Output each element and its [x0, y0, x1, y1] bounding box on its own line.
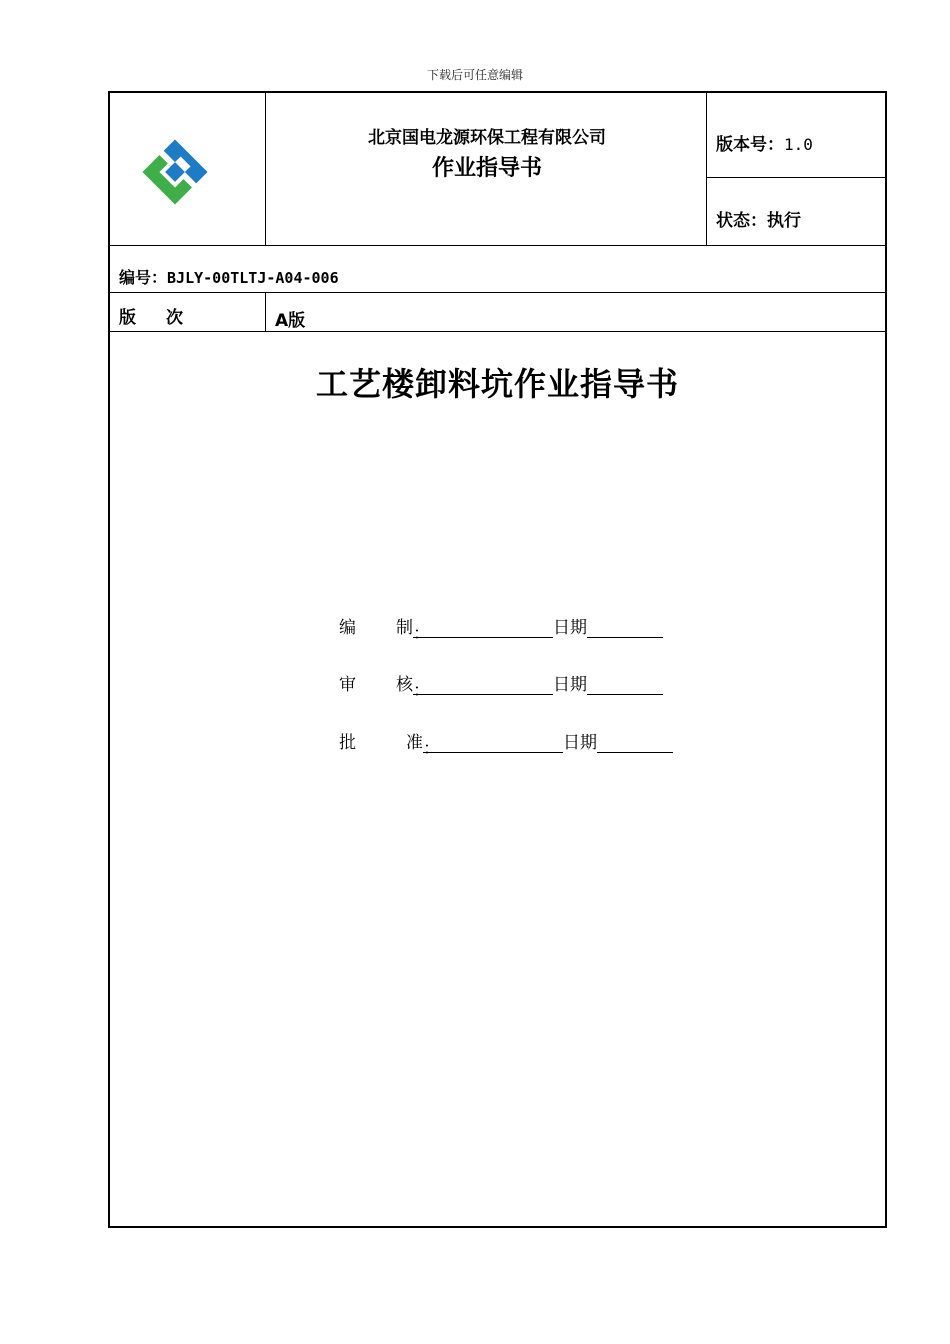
- header-bottom-line: [110, 245, 885, 246]
- status-value: 执行: [767, 211, 801, 231]
- signoff-char-1: 审: [339, 675, 356, 695]
- edition-label-part-2: 次: [166, 308, 183, 328]
- edition-row-line: [110, 331, 885, 332]
- signoff-date-label: 日期: [553, 618, 587, 638]
- version-label: 版本号：: [716, 135, 784, 155]
- signoff-row-review: [339, 670, 663, 701]
- status-field: [716, 206, 801, 231]
- document-frame: [108, 91, 887, 1228]
- signoff-name-line: ：: [413, 619, 553, 638]
- page-note: 下载后可任意编辑: [426, 68, 523, 82]
- code-value: BJLY-00TLTJ-A04-006: [167, 269, 339, 287]
- signoff-name-line: ：: [423, 734, 563, 753]
- signoff-row-compile: [339, 613, 663, 644]
- company-name: 北京国电龙源环保工程有限公司: [368, 128, 606, 148]
- signoff-date-line: [587, 619, 663, 638]
- signoff-char-1: 编: [339, 618, 356, 638]
- version-status-line: [706, 177, 885, 178]
- signoff-name-line: ：: [413, 676, 553, 695]
- document-code: [119, 265, 339, 288]
- document-kind: 作业指导书: [431, 156, 542, 181]
- status-label: 状态：: [716, 211, 767, 231]
- version-value: 1.0: [784, 135, 813, 154]
- code-label: 编号：: [119, 268, 168, 287]
- signoff-char-1: 批: [339, 733, 356, 753]
- signoff-date-line: [597, 734, 673, 753]
- document-title: 工艺楼卸料坑作业指导书: [315, 365, 679, 403]
- code-row-line: [110, 292, 885, 293]
- version-field: [716, 130, 813, 155]
- company-logo: [138, 135, 212, 209]
- signoff-date-line: [587, 676, 663, 695]
- edition-label-part-1: 版: [119, 308, 136, 328]
- edition-divider: [265, 292, 266, 331]
- edition-label: [119, 303, 183, 328]
- signoff-date-label: 日期: [563, 733, 597, 753]
- logo-divider: [265, 93, 266, 245]
- signoff-char-2: 核: [396, 675, 413, 695]
- signoff-row-approve: [339, 728, 673, 759]
- signoff-char-2: 制: [396, 618, 413, 638]
- signoff-date-label: 日期: [553, 675, 587, 695]
- signoff-char-2: 准: [406, 733, 423, 753]
- edition-value: A版: [275, 311, 306, 331]
